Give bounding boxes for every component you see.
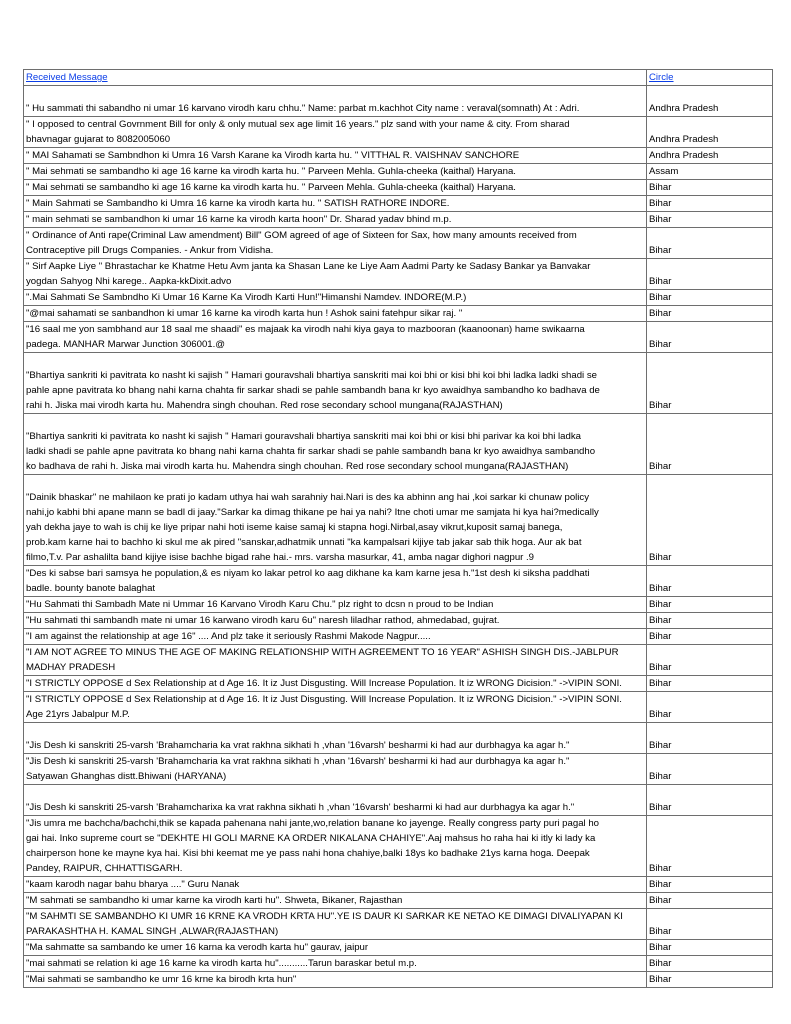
message-cell[interactable]: " Main Sahmati se Sambandho ki Umra 16 karne ka virodh karta hu. " SATISH RATHORE INDORE. — [24, 196, 647, 212]
table-row — [24, 692, 773, 723]
message-cell[interactable]: " Ordinance of Anti rape(Criminal Law amendment) Bill" GOM agreed of age of Sixteen for Sax, how many amounts received from Contraceptive pill Drugs Companies. - Ankur from Vidisha. — [24, 228, 647, 259]
circle-cell[interactable]: Bihar — [647, 322, 773, 353]
message-cell[interactable]: "Ma sahmatte sa sambando ke umer 16 karna ka verodh karta hu" gaurav, jaipur — [24, 940, 647, 956]
message-cell[interactable]: "Bhartiya sankriti ki pavitrata ko nasht ki sajish " Hamari gouravshali bhartiya sanskriti mai koi bhi or kisi bhi koi bhi ladka ladki shadi se pahle apne pavitrata ko bhang nahi karna chahta fir sarkar shadi se pahle sambandh bana kr kyo awaidhya sambandho ko badhava de rahi h. Jiska mai virodh karta hu. Mahendra singh chouhan. Red rose secondary school mungana(RAJASTHAN) — [24, 353, 647, 414]
circle-cell[interactable]: Bihar — [647, 754, 773, 785]
circle-cell[interactable]: Bihar — [647, 785, 773, 816]
circle-cell[interactable]: Bihar — [647, 306, 773, 322]
table-row — [24, 816, 773, 877]
header-row — [24, 70, 773, 86]
message-cell[interactable]: ".Mai Sahmati Se Sambndho Ki Umar 16 Karne Ka Virodh Karti Hun!"Himanshi Namdev. INDORE(M.P.) — [24, 290, 647, 306]
table-row — [24, 290, 773, 306]
table-row — [24, 909, 773, 940]
circle-cell[interactable]: Bihar — [647, 956, 773, 972]
table-row — [24, 148, 773, 164]
spreadsheet-sheet — [23, 69, 772, 988]
table-row — [24, 566, 773, 597]
message-cell[interactable]: "Dainik bhaskar" ne mahilaon ke prati jo kadam uthya hai wah sarahniy hai.Nari is des ka abhinn ang hai ,koi sarkar ki chunaw policy nahi,jo kabhi bhi apane mann se badl di jaay."Sarkar ka dimag thikane pe hai ya nahi? Itne choti umar me samjata hi kya hai?medically yah dekha jaye to wah is chij ke liye pripar nahi hoti iseme kaise samaj ki stapna hogi.Nirbal,asay vikrut,kuposit samaj banega, prob.kam karne hai to bachho ki skul me ak pired "sanskar,adhatmik unnati "ka kampalsari kijiye tab jakar sab thik hoga. Aur ak bat filmo,T.v. Par ashalilta band kijiye isise bachhe bigad rahe hai.- mrs. varsha masurkar, 41, amba nagar dighori nagpur .9 — [24, 475, 647, 566]
circle-cell[interactable]: Bihar — [647, 893, 773, 909]
message-cell[interactable]: "Hu sahmati thi sambandh mate ni umar 16 karwano virodh karu 6u" naresh liladhar rathod, ahmedabad, gujrat. — [24, 613, 647, 629]
message-cell[interactable]: "16 saal me yon sambhand aur 18 saal me shaadi" es majaak ka virodh nahi kiya gaya to mazbooran (kaanoonan) hame swikaarna padega. MANHAR Marwar Junction 306001.@ — [24, 322, 647, 353]
circle-cell[interactable]: Bihar — [647, 212, 773, 228]
circle-cell[interactable]: Bihar — [647, 723, 773, 754]
circle-cell[interactable]: Andhra Pradesh — [647, 148, 773, 164]
circle-cell[interactable]: Andhra Pradesh — [647, 117, 773, 148]
circle-cell[interactable]: Bihar — [647, 259, 773, 290]
message-cell[interactable]: "Des ki sabse bari samsya he population,& es niyam ko lakar petrol ko aag dikhane ka kam karne jesa h."1st desh ki siksha paddhati badle. bounty banote balaghat — [24, 566, 647, 597]
message-cell[interactable]: "@mai sahamati se sanbandhon ki umar 16 karne ka virodh karta hun ! Ashok saini fatehpur sikar raj. " — [24, 306, 647, 322]
circle-cell[interactable]: Bihar — [647, 475, 773, 566]
circle-cell[interactable]: Bihar — [647, 180, 773, 196]
circle-cell[interactable]: Bihar — [647, 290, 773, 306]
message-cell[interactable]: "I STRICTLY OPPOSE d Sex Relationship at d Age 16. It iz Just Disgusting. Will Increase Population. It iz WRONG Dicision." ->VIPIN SONI. Age 21yrs Jabalpur M.P. — [24, 692, 647, 723]
message-cell[interactable]: "M SAHMTI SE SAMBANDHO KI UMR 16 KRNE KA VRODH KRTA HU".YE IS DAUR KI SARKAR KE NETAO KE DIMAGI DIVALIYAPAN KI PARAKASHTHA H. KAMAL SINGH ,ALWAR(RAJASTHAN) — [24, 909, 647, 940]
circle-cell[interactable]: Bihar — [647, 645, 773, 676]
message-cell[interactable]: "Jis umra me bachcha/bachchi,thik se kapada pahenana nahi jante,wo,relation banane ko jayenge. Really congress party puri pagal ho gai hai. Inko supreme court se "DEKHTE HI GOLI MARNE KA ORDER NIKALANA CHAHIYE".Aaj mahsus ho raha hai ki itly ki lady ka chairperson hone ke mayne kya hai. Kisi bhi keemat me ye pass nahi hona chahiye,balki 18ys ko badhake 21ys karna hoga. Deepak Pandey, RAIPUR, CHHATTISGARH. — [24, 816, 647, 877]
table-row — [24, 785, 773, 816]
header-received-message[interactable]: Received Message — [24, 70, 647, 86]
messages-table — [23, 69, 773, 988]
table-row — [24, 475, 773, 566]
message-cell[interactable]: " main sehmati se sambandhon ki umar 16 karne ka virodh karta hoon" Dr. Sharad yadav bhind m.p. — [24, 212, 647, 228]
message-cell[interactable]: " Mai sehmati se sambandho ki age 16 karne ka virodh karta hu. " Parveen Mehla. Guhla-cheeka (kaithal) Haryana. — [24, 164, 647, 180]
message-cell[interactable]: "mai sahmati se relation ki age 16 karne ka virodh karta hu"...........Tarun baraskar betul m.p. — [24, 956, 647, 972]
message-cell[interactable]: "Jis Desh ki sanskriti 25-varsh 'Brahamcharixa ka vrat rakhna sikhati h ,vhan '16varsh' besharmi ki had aur durbhagya ka agar h." — [24, 785, 647, 816]
circle-cell[interactable]: Bihar — [647, 597, 773, 613]
table-row — [24, 893, 773, 909]
table-row — [24, 723, 773, 754]
table-row — [24, 940, 773, 956]
table-row — [24, 164, 773, 180]
message-cell[interactable]: "Jis Desh ki sanskriti 25-varsh 'Brahamcharia ka vrat rakhna sikhati h ,vhan '16varsh' besharmi ki had aur durbhagya ka agar h." Satyawan Ghanghas distt.Bhiwani (HARYANA) — [24, 754, 647, 785]
message-cell[interactable]: " Mai sehmati se sambandho ki age 16 karne ka virodh karta hu. " Parveen Mehla. Guhla-cheeka (kaithal) Haryana. — [24, 180, 647, 196]
circle-cell[interactable]: Bihar — [647, 353, 773, 414]
circle-cell[interactable]: Bihar — [647, 940, 773, 956]
table-row — [24, 972, 773, 988]
table-row — [24, 353, 773, 414]
message-cell[interactable]: " MAI Sahamati se Sambndhon ki Umra 16 Varsh Karane ka Virodh karta hu. " VITTHAL R. VAISHNAV SANCHORE — [24, 148, 647, 164]
messages-table-body — [24, 70, 773, 988]
table-row — [24, 645, 773, 676]
circle-cell[interactable]: Bihar — [647, 414, 773, 475]
table-row — [24, 956, 773, 972]
message-cell[interactable]: " Sirf Aapke Liye " Bhrastachar ke Khatme Hetu Avm janta ka Shasan Lane ke Liye Aam Aadmi Party ke Sadasy Bankar ya Banvakar yogdan Sahyog Nhi karege.. Aapka-kkDixit.advo — [24, 259, 647, 290]
table-row — [24, 877, 773, 893]
table-row — [24, 117, 773, 148]
message-cell[interactable]: " I opposed to central Govrnment Bill for only & only mutual sex age limit 16 years." plz sand with your name & city. From sharad bhavnagar gujarat to 8082005060 — [24, 117, 647, 148]
message-cell[interactable]: "I STRICTLY OPPOSE d Sex Relationship at d Age 16. It iz Just Disgusting. Will Increase Population. It iz WRONG Dicision." ->VIPIN SONI. — [24, 676, 647, 692]
table-row — [24, 259, 773, 290]
message-cell[interactable]: "Mai sahmati se sambandho ke umr 16 krne ka birodh krta hun" — [24, 972, 647, 988]
table-row — [24, 196, 773, 212]
circle-cell[interactable]: Andhra Pradesh — [647, 86, 773, 117]
circle-cell[interactable]: Bihar — [647, 877, 773, 893]
table-row — [24, 754, 773, 785]
message-cell[interactable]: "Hu Sahmati thi Sambadh Mate ni Ummar 16 Karvano Virodh Karu Chu." plz right to dcsn n proud to be Indian — [24, 597, 647, 613]
message-cell[interactable]: "Bhartiya sankriti ki pavitrata ko nasht ki sajish " Hamari gouravshali bhartiya sanskriti mai koi bhi or kisi bhi parivar ka koi bhi ladka ladki shadi se pahle apne pavitrata ko bhang nahi karna chahta fir sarkar shadi se pahle sambandh bana kr kyo awaidhya sambandho ko badhava de rahi h. Jiska mai virodh karta hu. Mahendra singh chouhan. Red rose secondary school mungana(RAJASTHAN) — [24, 414, 647, 475]
message-cell[interactable]: "I AM NOT AGREE TO MINUS THE AGE OF MAKING RELATIONSHIP WITH AGREEMENT TO 16 YEAR" ASHISH SINGH DIS.-JABLPUR MADHAY PRADESH — [24, 645, 647, 676]
table-row — [24, 86, 773, 117]
message-cell[interactable]: "M sahmati se sambandho ki umar karne ka virodh karti hu". Shweta, Bikaner, Rajasthan — [24, 893, 647, 909]
circle-cell[interactable]: Bihar — [647, 228, 773, 259]
table-row — [24, 322, 773, 353]
table-row — [24, 613, 773, 629]
message-cell[interactable]: "kaam karodh nagar bahu bharya ...." Guru Nanak — [24, 877, 647, 893]
message-cell[interactable]: "Jis Desh ki sanskriti 25-varsh 'Brahamcharia ka vrat rakhna sikhati h ,vhan '16varsh' besharmi ki had aur durbhagya ka agar h." — [24, 723, 647, 754]
table-row — [24, 180, 773, 196]
table-row — [24, 212, 773, 228]
circle-cell[interactable]: Bihar — [647, 692, 773, 723]
circle-cell[interactable]: Bihar — [647, 972, 773, 988]
header-circle[interactable]: Circle — [647, 70, 773, 86]
table-row — [24, 629, 773, 645]
table-row — [24, 597, 773, 613]
circle-cell[interactable]: Bihar — [647, 676, 773, 692]
circle-cell[interactable]: Bihar — [647, 629, 773, 645]
circle-cell[interactable]: Assam — [647, 164, 773, 180]
table-row — [24, 228, 773, 259]
message-cell[interactable]: " Hu sammati thi sabandho ni umar 16 karvano virodh karu chhu." Name: parbat m.kachhot City name : veraval(somnath) At : Adri. — [24, 86, 647, 117]
circle-cell[interactable]: Bihar — [647, 196, 773, 212]
table-row — [24, 414, 773, 475]
message-cell[interactable]: "I am against the relationship at age 16" .... And plz take it seriously Rashmi Makode Nagpur..... — [24, 629, 647, 645]
table-row — [24, 306, 773, 322]
circle-cell[interactable]: Bihar — [647, 566, 773, 597]
circle-cell[interactable]: Bihar — [647, 909, 773, 940]
circle-cell[interactable]: Bihar — [647, 613, 773, 629]
table-row — [24, 676, 773, 692]
circle-cell[interactable]: Bihar — [647, 816, 773, 877]
